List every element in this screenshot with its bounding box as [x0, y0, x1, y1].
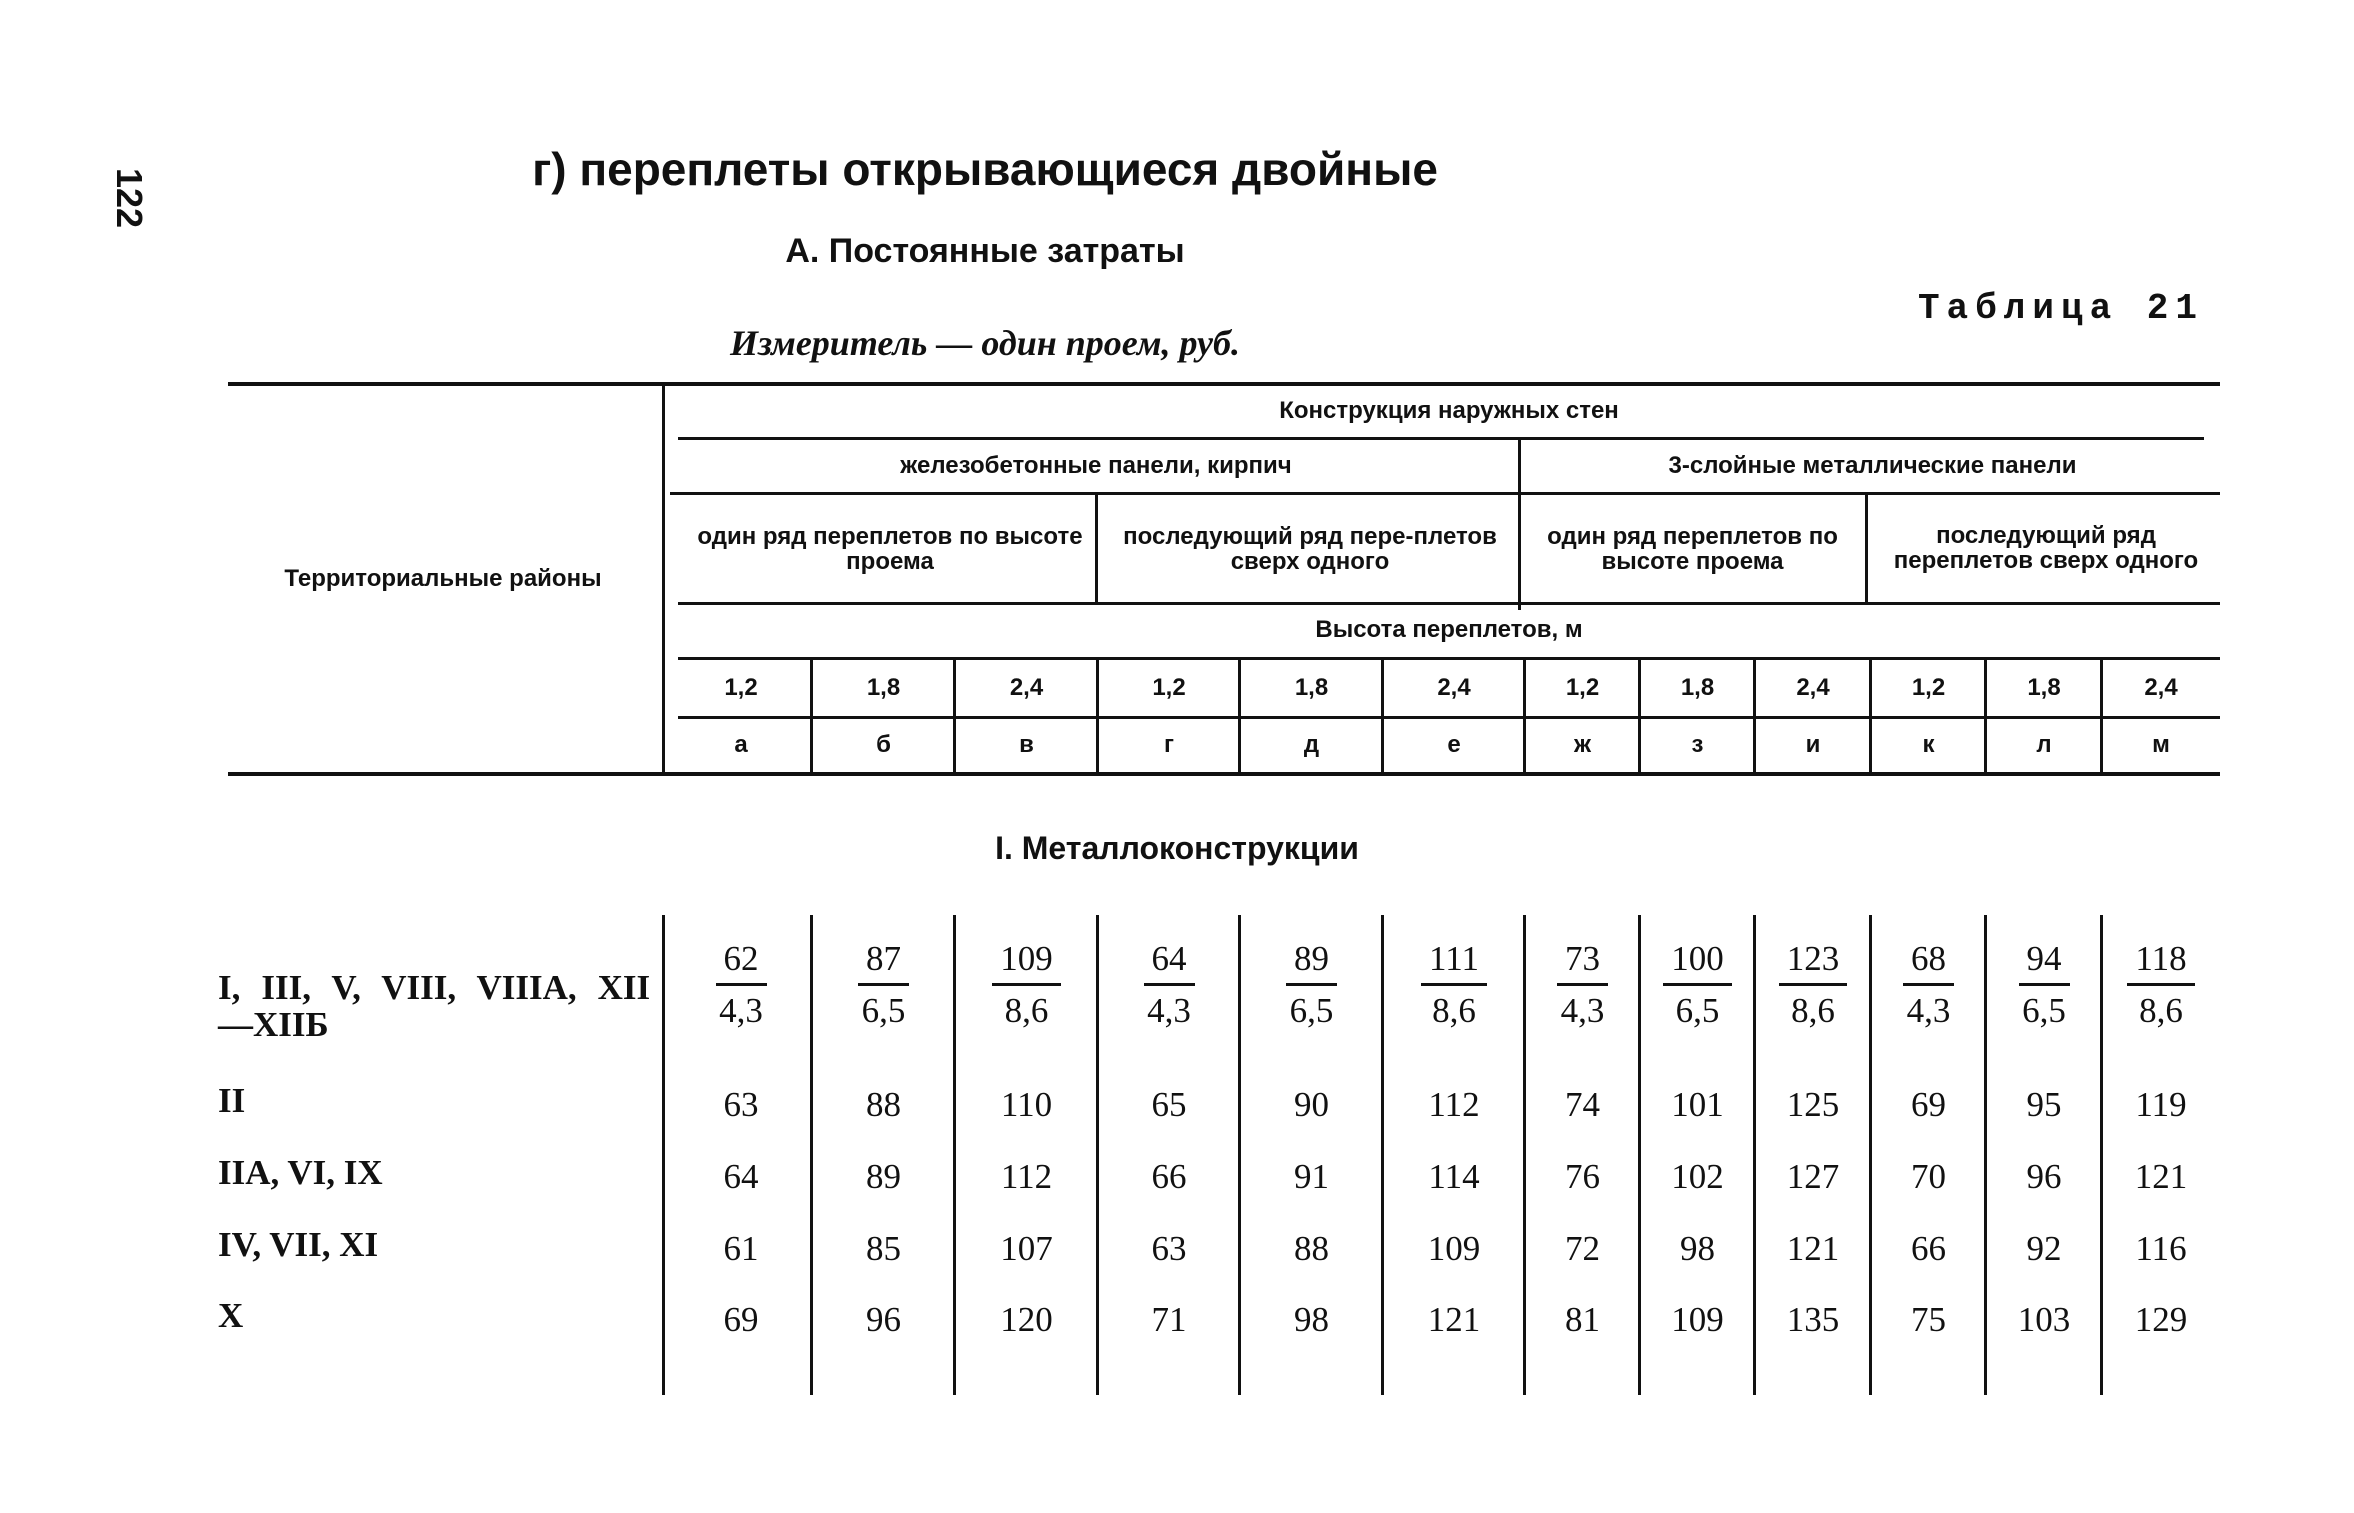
cell-value: 111: [1421, 940, 1487, 986]
table-cell-fraction: [1871, 940, 1986, 1030]
height-label-rule: [678, 657, 2220, 660]
table-cell-fraction: [1640, 940, 1755, 1030]
group-header-concrete: железобетонные панели, кирпич: [900, 452, 1292, 480]
column-letter: в: [1019, 731, 1034, 759]
subheader-b1: один ряд переплетов по высоте проема: [1547, 522, 1838, 575]
cell-value: 62: [716, 940, 767, 986]
cell-value: 65: [1151, 1085, 1187, 1124]
table-cell-fraction: [955, 940, 1098, 1030]
table-cell-fraction: [2102, 940, 2220, 1030]
table-cell-fraction: [812, 940, 955, 1030]
table-bottom-rule: [228, 772, 2220, 776]
cell-value: 129: [2134, 1300, 2188, 1339]
table-cell-fraction: [1098, 940, 1240, 1030]
heights-rule: [678, 716, 2220, 719]
cell-value: 112: [1428, 1085, 1480, 1124]
cell-value: 96: [866, 1300, 901, 1339]
row-label: IIA, VI, IX: [218, 1153, 383, 1192]
construction-header: Конструкция наружных стен: [1279, 397, 1619, 425]
subheader-a2: последующий ряд пере-плетов сверх одного: [1123, 522, 1497, 575]
column-letter: д: [1303, 731, 1320, 759]
measure-unit: Измеритель — один проем, руб.: [730, 323, 1240, 363]
page-number: 122: [109, 168, 150, 229]
cell-denominator: 8,6: [1791, 990, 1835, 1030]
row-label: I, III, V, VIII, VIIIA, XII—XIIБ: [218, 968, 651, 1044]
column-letter: л: [2036, 731, 2052, 759]
page-subtitle: А. Постоянные затраты: [785, 232, 1185, 270]
subgroup-rule: [678, 602, 2220, 605]
table-cell-fraction: [670, 940, 812, 1030]
group-divider: [1518, 440, 1521, 610]
column-letter: к: [1922, 731, 1935, 759]
height-value: 2,4: [1009, 674, 1044, 702]
subheader-a1: один ряд переплетов по высоте проема: [697, 522, 1083, 575]
cell-denominator: 8,6: [2139, 990, 2183, 1030]
cell-value: 95: [2026, 1085, 2062, 1124]
cell-value: 109: [1427, 1229, 1481, 1268]
row-label: IV, VII, XI: [218, 1225, 379, 1264]
cell-value: 102: [1671, 1157, 1724, 1196]
column-letter: м: [2152, 731, 2170, 759]
height-value: 1,8: [866, 674, 901, 702]
height-value: 1,8: [2027, 674, 2061, 702]
cell-denominator: 4,3: [1906, 990, 1951, 1030]
cell-value: 107: [1000, 1229, 1053, 1268]
cell-value: 69: [723, 1300, 759, 1339]
cell-value: 110: [1000, 1085, 1053, 1124]
cell-denominator: 4,3: [1147, 990, 1191, 1030]
body-divider: [662, 915, 665, 1395]
cell-value: 71: [1151, 1300, 1187, 1339]
cell-denominator: 4,3: [1560, 990, 1605, 1030]
height-value: 1,2: [1911, 674, 1946, 702]
cell-value: 63: [1151, 1229, 1187, 1268]
column-letter: б: [876, 731, 891, 759]
cell-value: 70: [1911, 1157, 1946, 1196]
cell-value: 91: [1294, 1157, 1329, 1196]
construction-rule: [678, 437, 2204, 440]
group-header-metal: 3-слойные металлические панели: [1668, 452, 2077, 480]
cell-value: 66: [1151, 1157, 1187, 1196]
cell-value: 119: [2135, 1085, 2187, 1124]
cell-value: 120: [1000, 1300, 1053, 1339]
cell-value: 76: [1565, 1157, 1600, 1196]
cell-value: 66: [1911, 1229, 1946, 1268]
column-letter: а: [734, 731, 748, 759]
cell-value: 89: [1286, 940, 1337, 986]
cell-value: 121: [1427, 1300, 1481, 1339]
cell-value: 135: [1786, 1300, 1840, 1339]
column-letter: ж: [1573, 731, 1591, 759]
height-value: 2,4: [1437, 674, 1471, 702]
table-cell-fraction: [1240, 940, 1383, 1030]
cell-value: 101: [1671, 1085, 1724, 1124]
cell-value: 96: [2026, 1157, 2062, 1196]
row-header-label: Территориальные районы: [284, 565, 602, 593]
cell-denominator: 6,5: [1675, 990, 1720, 1030]
height-value: 1,2: [1152, 674, 1186, 702]
cell-value: 109: [1671, 1300, 1724, 1339]
cell-value: 88: [1294, 1229, 1329, 1268]
cell-value: 69: [1911, 1085, 1946, 1124]
cell-denominator: 4,3: [719, 990, 763, 1030]
cell-value: 87: [858, 940, 909, 986]
cell-value: 121: [1786, 1229, 1840, 1268]
cell-value: 123: [1779, 940, 1848, 986]
cell-denominator: 8,6: [1432, 990, 1476, 1030]
cell-value: 125: [1786, 1085, 1840, 1124]
subgroup-divider-a: [1095, 495, 1098, 603]
height-value: 1,2: [724, 674, 758, 702]
cell-value: 89: [866, 1157, 901, 1196]
table-label: Таблица 21: [1917, 288, 2204, 329]
cell-value: 63: [723, 1085, 759, 1124]
row-label: II: [218, 1081, 246, 1120]
cell-value: 88: [866, 1085, 901, 1124]
subheader-b2: последующий ряд переплетов сверх одного: [1893, 521, 2199, 574]
column-letter: и: [1805, 731, 1821, 759]
height-value: 1,2: [1565, 674, 1600, 702]
cell-value: 100: [1663, 940, 1732, 986]
section-title: I. Металлоконструкции: [995, 830, 1359, 866]
height-value: 1,8: [1294, 674, 1329, 702]
cell-value: 81: [1565, 1300, 1600, 1339]
cell-denominator: 8,6: [1004, 990, 1049, 1030]
subgroup-divider-b: [1865, 495, 1868, 603]
cell-value: 118: [2127, 940, 2194, 986]
cell-value: 116: [2135, 1229, 2187, 1268]
cell-value: 127: [1786, 1157, 1840, 1196]
cell-value: 112: [1000, 1157, 1053, 1196]
header-divider: [662, 386, 665, 772]
table-cell-fraction: [1525, 940, 1640, 1030]
table-cell-fraction: [1383, 940, 1525, 1030]
cell-value: 85: [866, 1229, 901, 1268]
column-letter: з: [1691, 731, 1704, 759]
cell-value: 109: [992, 940, 1061, 986]
cell-value: 98: [1680, 1229, 1715, 1268]
height-label: Высота переплетов, м: [1315, 616, 1583, 644]
cell-value: 75: [1911, 1300, 1946, 1339]
cell-value: 114: [1428, 1157, 1480, 1196]
height-value: 1,8: [1680, 674, 1715, 702]
cell-denominator: 6,5: [2022, 990, 2066, 1030]
cell-value: 103: [2017, 1300, 2071, 1339]
table-cell-fraction: [1755, 940, 1871, 1030]
cell-value: 72: [1565, 1229, 1600, 1268]
cell-denominator: 6,5: [1289, 990, 1334, 1030]
group-rule: [670, 492, 2220, 495]
cell-value: 73: [1557, 940, 1608, 986]
cell-value: 74: [1565, 1085, 1600, 1124]
height-value: 2,4: [2144, 674, 2178, 702]
cell-value: 61: [723, 1229, 759, 1268]
row-label: X: [218, 1296, 244, 1335]
cell-value: 90: [1294, 1085, 1329, 1124]
cell-denominator: 6,5: [861, 990, 906, 1030]
column-letter: е: [1447, 731, 1461, 759]
cell-value: 98: [1294, 1300, 1329, 1339]
cell-value: 94: [2019, 940, 2070, 986]
cell-value: 68: [1903, 940, 1954, 986]
cell-value: 64: [723, 1157, 759, 1196]
cell-value: 121: [2134, 1157, 2188, 1196]
height-value: 2,4: [1796, 674, 1830, 702]
cell-value: 92: [2026, 1229, 2062, 1268]
cell-value: 64: [1144, 940, 1195, 986]
page-title: г) переплеты открывающиеся двойные: [532, 143, 1438, 195]
column-letter: г: [1164, 731, 1174, 759]
table-cell-fraction: [1986, 940, 2102, 1030]
